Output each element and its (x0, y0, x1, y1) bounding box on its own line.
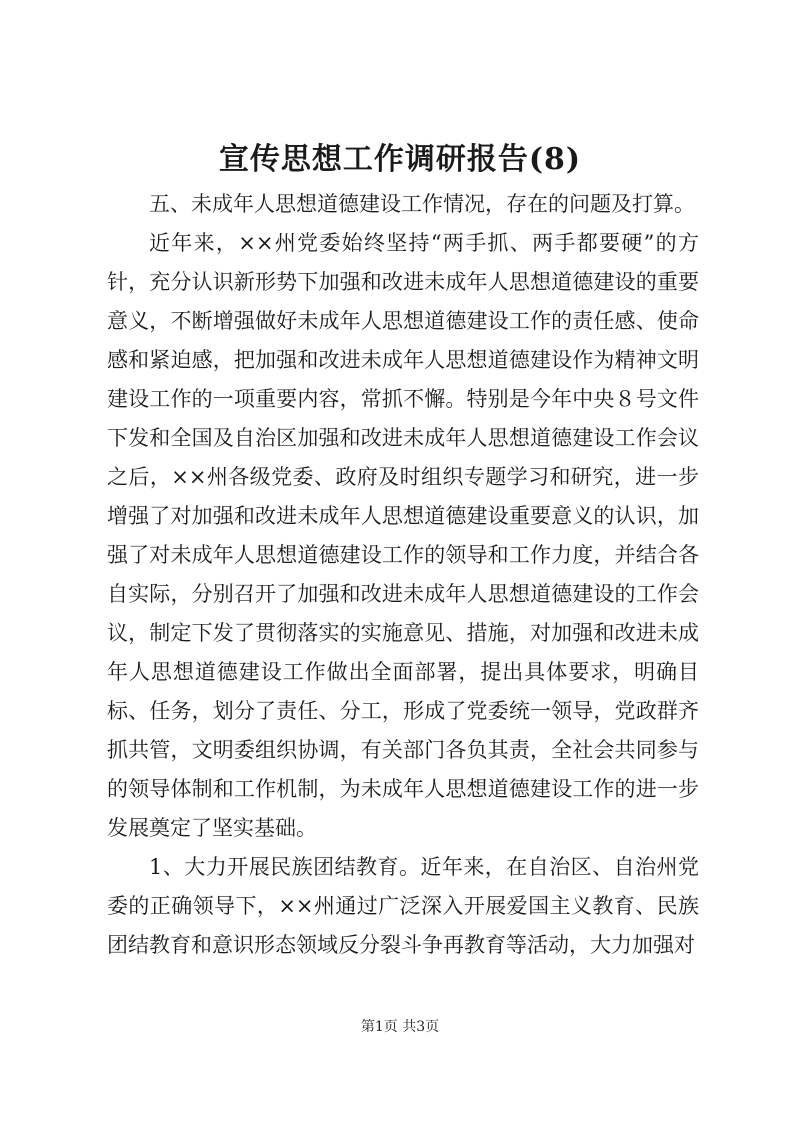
paragraph-section-heading: 五、未成年人思想道德建设工作情况，存在的问题及打算。 (149, 192, 695, 216)
page-footer: 第1页 共3页 (360, 1019, 440, 1035)
document-title: 宣传思想工作调研报告(8) (218, 142, 582, 177)
paragraph-overview: 近年来，××州党委始终坚持“两手抓、两手都要硬”的方针，充分认识新形势下加强和改进未成年人思想道德建设的重要意义，不断增强做好未成年人思想道德建设工作的责任感、使命感和紧迫感，把加强和改进未成年人思想道德建设作为精神文明建设工作的一项重要内容，常抓不懈。特别是今年中央８号文件下发和全国及自治区加强和改进未成年人思想道德建设工作会议之后，××州各级党委、政府及时组织专题学习和研究，进一步增强了对加强和改进未成年人思想道德建设重要意义的认识，加强了对未成年人思想道德建设工作的领导和工作力度，并结合各自实际，分别召开了加强和改进未成年人思想道德建设的工作会议，制定下发了贯彻落实的实施意见、措施，对加强和改进未成年人思想道德建设工作做出全面部署，提出具体要求，明确目标、任务，划分了责任、分工，形成了党委统一领导，党政群齐抓共管，文明委组织协调，有关部门各负其责，全社会共同参与的领导体制和工作机制，为未成年人思想道德建设工作的进一步发展奠定了坚实基础。 (107, 231, 699, 840)
document-body (107, 185, 699, 965)
paragraph-ethnic-unity: 1、大力开展民族团结教育。近年来，在自治区、自治州党委的正确领导下，××州通过广泛深入开展爱国主义教育、民族团结教育和意识形态领域反分裂斗争再教育等活动，大力加强对 (107, 855, 699, 957)
